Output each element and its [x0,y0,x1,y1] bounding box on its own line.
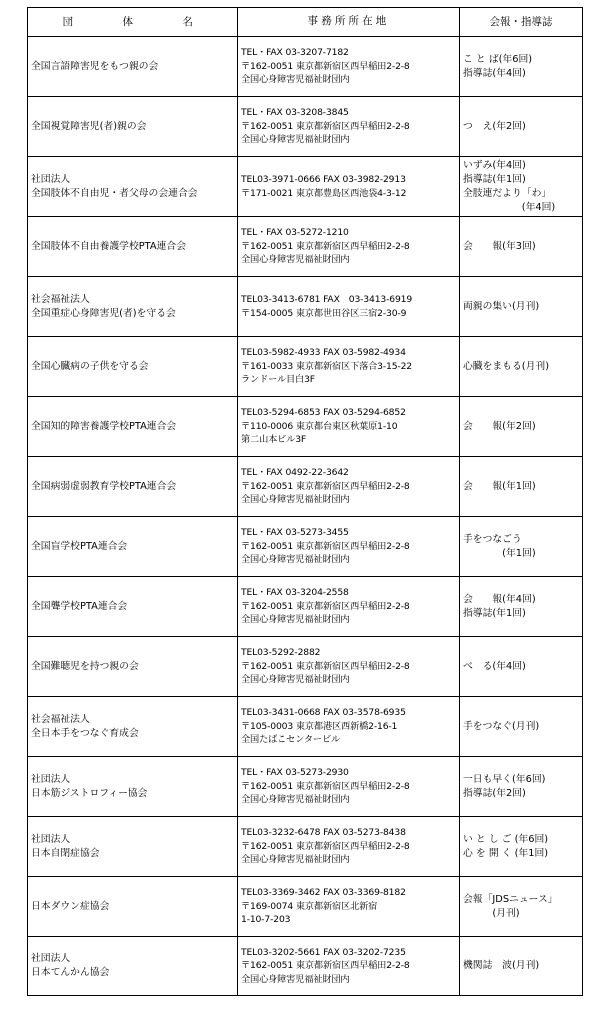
bulletin-cell [460,697,583,757]
organization-table [27,7,583,996]
bulletin-line: 手をつなぐ(月刊) [463,720,540,732]
organization-name-line: 全国盲学校PTA連合会 [31,540,128,552]
table-row [28,517,583,577]
office-address-cell [238,757,460,817]
office-address-line: 〒162-0051 東京都新宿区西早稲田2-2-8 [241,540,410,552]
organization-name-cell [28,277,238,337]
office-address-cell [238,697,460,757]
header-office-address: 事務所所在地 [238,8,460,37]
bulletin-cell [460,637,583,697]
organization-name-cell [28,37,238,97]
office-address-line: 全国心身障害児福祉財団内 [241,554,350,566]
organization-name-cell [28,337,238,397]
office-address-line: 全国心身障害児福祉財団内 [241,494,350,506]
office-address-cell [238,637,460,697]
bulletin-cell [460,817,583,877]
organization-name-cell [28,697,238,757]
office-address-cell [238,517,460,577]
organization-name-line: 全国難聴児を持つ親の会 [31,660,139,672]
organization-name-line: 社団法人 [31,173,71,185]
bulletin-line: 会報「JDSニュース」 [463,893,558,905]
organization-name-line: 全国肢体不自由養護学校PTA連合会 [31,240,186,252]
organization-name-line: 全国重症心身障害児(者)を守る会 [31,307,176,319]
office-address-line: TEL・FAX 03-5273-2930 [241,767,349,779]
table-body [28,37,583,996]
organization-name-line: 日本自閉症協会 [31,847,100,859]
table-row [28,697,583,757]
bulletin-cell [460,97,583,157]
table-row [28,877,583,937]
bulletin-line: 指導誌(年1回) [463,607,526,619]
office-address-line: TEL03-5982-4933 FAX 03-5982-4934 [241,347,406,359]
office-address-line: TEL03-3413-6781 FAX 03-3413-6919 [241,294,413,305]
office-address-line: ランドール目白3F [241,374,315,386]
organization-name-line: 全国聾学校PTA連合会 [31,600,128,612]
table-row [28,817,583,877]
bulletin-line: こ と ば(年6回) [463,53,533,65]
office-address-cell [238,337,460,397]
organization-name-cell [28,877,238,937]
office-address-line: TEL・FAX 03-3204-2558 [241,587,349,599]
office-address-line: TEL・FAX 03-3207-7182 [241,47,349,59]
office-address-line: 〒105-0003 東京都港区西新橋2-16-1 [241,720,398,732]
table-row [28,937,583,996]
organization-name-cell [28,157,238,217]
office-address-line: TEL03-5294-6853 FAX 03-5294-6852 [241,407,406,419]
office-address-line: 〒162-0051 東京都新宿区西早稲田2-2-8 [241,840,410,852]
office-address-line: 〒162-0051 東京都新宿区西早稲田2-2-8 [241,120,410,132]
office-address-line: 全国心身障害児福祉財団内 [241,973,350,985]
office-address-line: 全国心身障害児福祉財団内 [241,674,350,686]
organization-name-cell [28,817,238,877]
office-address-line: 〒162-0051 東京都新宿区西早稲田2-2-8 [241,660,410,672]
office-address-line: 〒169-0074 東京都新宿区北新宿 [241,900,378,912]
bulletin-cell [460,877,583,937]
office-address-line: TEL03-3431-0668 FAX 03-3578-6935 [241,707,406,719]
office-address-line: 〒162-0051 東京都新宿区西早稲田2-2-8 [241,960,410,972]
table-row [28,37,583,97]
office-address-line: 〒110-0006 東京都台東区秋葉原1-10 [241,420,398,432]
office-address-line: 〒154-0005 東京都世田谷区三宿2-30-9 [241,307,407,319]
office-address-cell [238,37,460,97]
office-address-line: TEL・FAX 0492-22-3642 [241,467,349,479]
organization-name-line: 全国肢体不自由児・者父母の会連合会 [31,187,198,199]
office-address-line: 〒171-0021 東京都豊島区西池袋4-3-12 [241,187,407,199]
office-address-line: 〒162-0051 東京都新宿区西早稲田2-2-8 [241,600,410,612]
organization-name-line: 日本てんかん協会 [31,967,110,978]
bulletin-line: 会 報(年4回) [463,593,536,605]
bulletin-line: い と し ご (年6回) [463,833,549,845]
bulletin-line: 指導誌(年1回) [463,173,526,185]
organization-name-line: 日本筋ジストロフィー協会 [31,787,148,799]
table-row [28,97,583,157]
bulletin-line: 一日も早く(年6回) [463,773,546,785]
organization-name-cell [28,937,238,996]
office-address-line: TEL・FAX 03-3208-3845 [241,107,349,119]
bulletin-cell [460,217,583,277]
bulletin-line: 心 を 開 く (年1回) [463,847,549,859]
office-address-line: 〒161-0033 東京都新宿区下落合3-15-22 [241,360,412,372]
organization-name-cell [28,517,238,577]
bulletin-line: 心臓をまもる(月刊) [463,360,550,372]
table-row [28,157,583,217]
table-row [28,457,583,517]
organization-name-line: 全日本手をつなぐ育成会 [31,727,139,739]
bulletin-line: つ え(年2回) [463,120,526,132]
organization-name-line: 全国知的障害養護学校PTA連合会 [31,420,177,432]
bulletin-cell [460,577,583,637]
organization-name-line: 社会福祉法人 [31,713,90,725]
office-address-line: 〒162-0051 東京都新宿区西早稲田2-2-8 [241,480,410,492]
office-address-cell [238,397,460,457]
table-row [28,277,583,337]
bulletin-line: 会 報(年1回) [463,480,536,492]
office-address-line: TEL・FAX 03-5272-1210 [241,227,349,239]
bulletin-line: 両親の集い(月刊) [463,300,540,312]
bulletin-cell [460,457,583,517]
office-address-cell [238,937,460,996]
header-organization-name: 団 体 名 [28,8,238,37]
office-address-cell [238,577,460,637]
office-address-cell [238,277,460,337]
bulletin-line: いずみ(年4回) [463,159,526,171]
office-address-cell [238,97,460,157]
organization-name-cell [28,97,238,157]
bulletin-line: (年1回) [463,547,536,559]
table-row [28,337,583,397]
office-address-line: 全国心身障害児福祉財団内 [241,74,350,86]
header-row [28,8,583,37]
bulletin-cell [460,757,583,817]
organization-name-cell [28,217,238,277]
office-address-line: 〒162-0051 東京都新宿区西早稲田2-2-8 [241,60,410,72]
office-address-line: TEL03-5292-2882 [241,647,321,659]
office-address-line: TEL・FAX 03-5273-3455 [241,527,349,539]
office-address-cell [238,877,460,937]
organization-name-cell [28,397,238,457]
office-address-line: 全国たばこセンタービル [241,734,341,746]
bulletin-cell [460,397,583,457]
table-row [28,217,583,277]
office-address-line: TEL03-3971-0666 FAX 03-3982-2913 [241,174,406,185]
office-address-line: TEL03-3369-3462 FAX 03-3369-8182 [241,887,406,899]
bulletin-line: 全肢連だより「わ」 [463,187,552,199]
office-address-line: 全国心身障害児福祉財団内 [241,794,350,806]
bulletin-cell [460,517,583,577]
bulletin-cell [460,277,583,337]
organization-name-cell [28,457,238,517]
bulletin-cell [460,157,583,217]
bulletin-line: 機関誌 波(月刊) [463,960,540,971]
organization-name-line: 全国病弱虚弱教育学校PTA連合会 [31,480,177,492]
table-row [28,397,583,457]
organization-name-line: 社団法人 [31,773,71,785]
office-address-cell [238,817,460,877]
bulletin-line: 指導誌(年2回) [463,787,526,799]
office-address-line: 〒162-0051 東京都新宿区西早稲田2-2-8 [241,240,410,252]
bulletin-line: 会 報(年3回) [463,240,536,252]
bulletin-line: 手をつなごう [463,533,522,545]
bulletin-cell [460,937,583,996]
organization-name-cell [28,577,238,637]
organization-name-cell [28,637,238,697]
bulletin-line: 指導誌(年4回) [463,67,526,79]
organization-name-line: 日本ダウン症協会 [31,900,110,912]
office-address-cell [238,217,460,277]
organization-name-line: 社団法人 [31,953,71,964]
organization-name-line: 全国言語障害児をもつ親の会 [31,60,159,72]
bulletin-cell [460,37,583,97]
bulletin-line: (年4回) [463,201,556,213]
office-address-line: 〒162-0051 東京都新宿区西早稲田2-2-8 [241,780,410,792]
office-address-line: TEL03-3202-5661 FAX 03-3202-7235 [241,946,406,958]
office-address-line: 第二山本ビル3F [241,434,307,446]
organization-name-line: 全国視覚障害児(者)親の会 [31,120,147,132]
bulletin-cell [460,337,583,397]
organization-name-line: 全国心臓病の子供を守る会 [31,360,149,372]
office-address-line: 全国心身障害児福祉財団内 [241,614,350,626]
organization-name-line: 社団法人 [31,833,71,845]
office-address-line: 全国心身障害児福祉財団内 [241,134,350,146]
organization-name-cell [28,757,238,817]
bulletin-line: べ る(年4回) [463,660,526,672]
bulletin-line: (月刊) [463,907,520,919]
office-address-cell [238,457,460,517]
table-row [28,577,583,637]
bulletin-line: 会 報(年2回) [463,420,536,432]
organization-name-line: 社会福祉法人 [31,293,90,305]
table-row [28,757,583,817]
office-address-cell [238,157,460,217]
table-row [28,637,583,697]
office-address-line: 1-10-7-203 [241,914,291,926]
office-address-line: 全国心身障害児福祉財団内 [241,854,350,866]
office-address-line: 全国心身障害児福祉財団内 [241,254,350,266]
office-address-line: TEL03-3232-6478 FAX 03-5273-8438 [241,827,406,839]
header-bulletin: 会報・指導誌 [460,8,583,37]
